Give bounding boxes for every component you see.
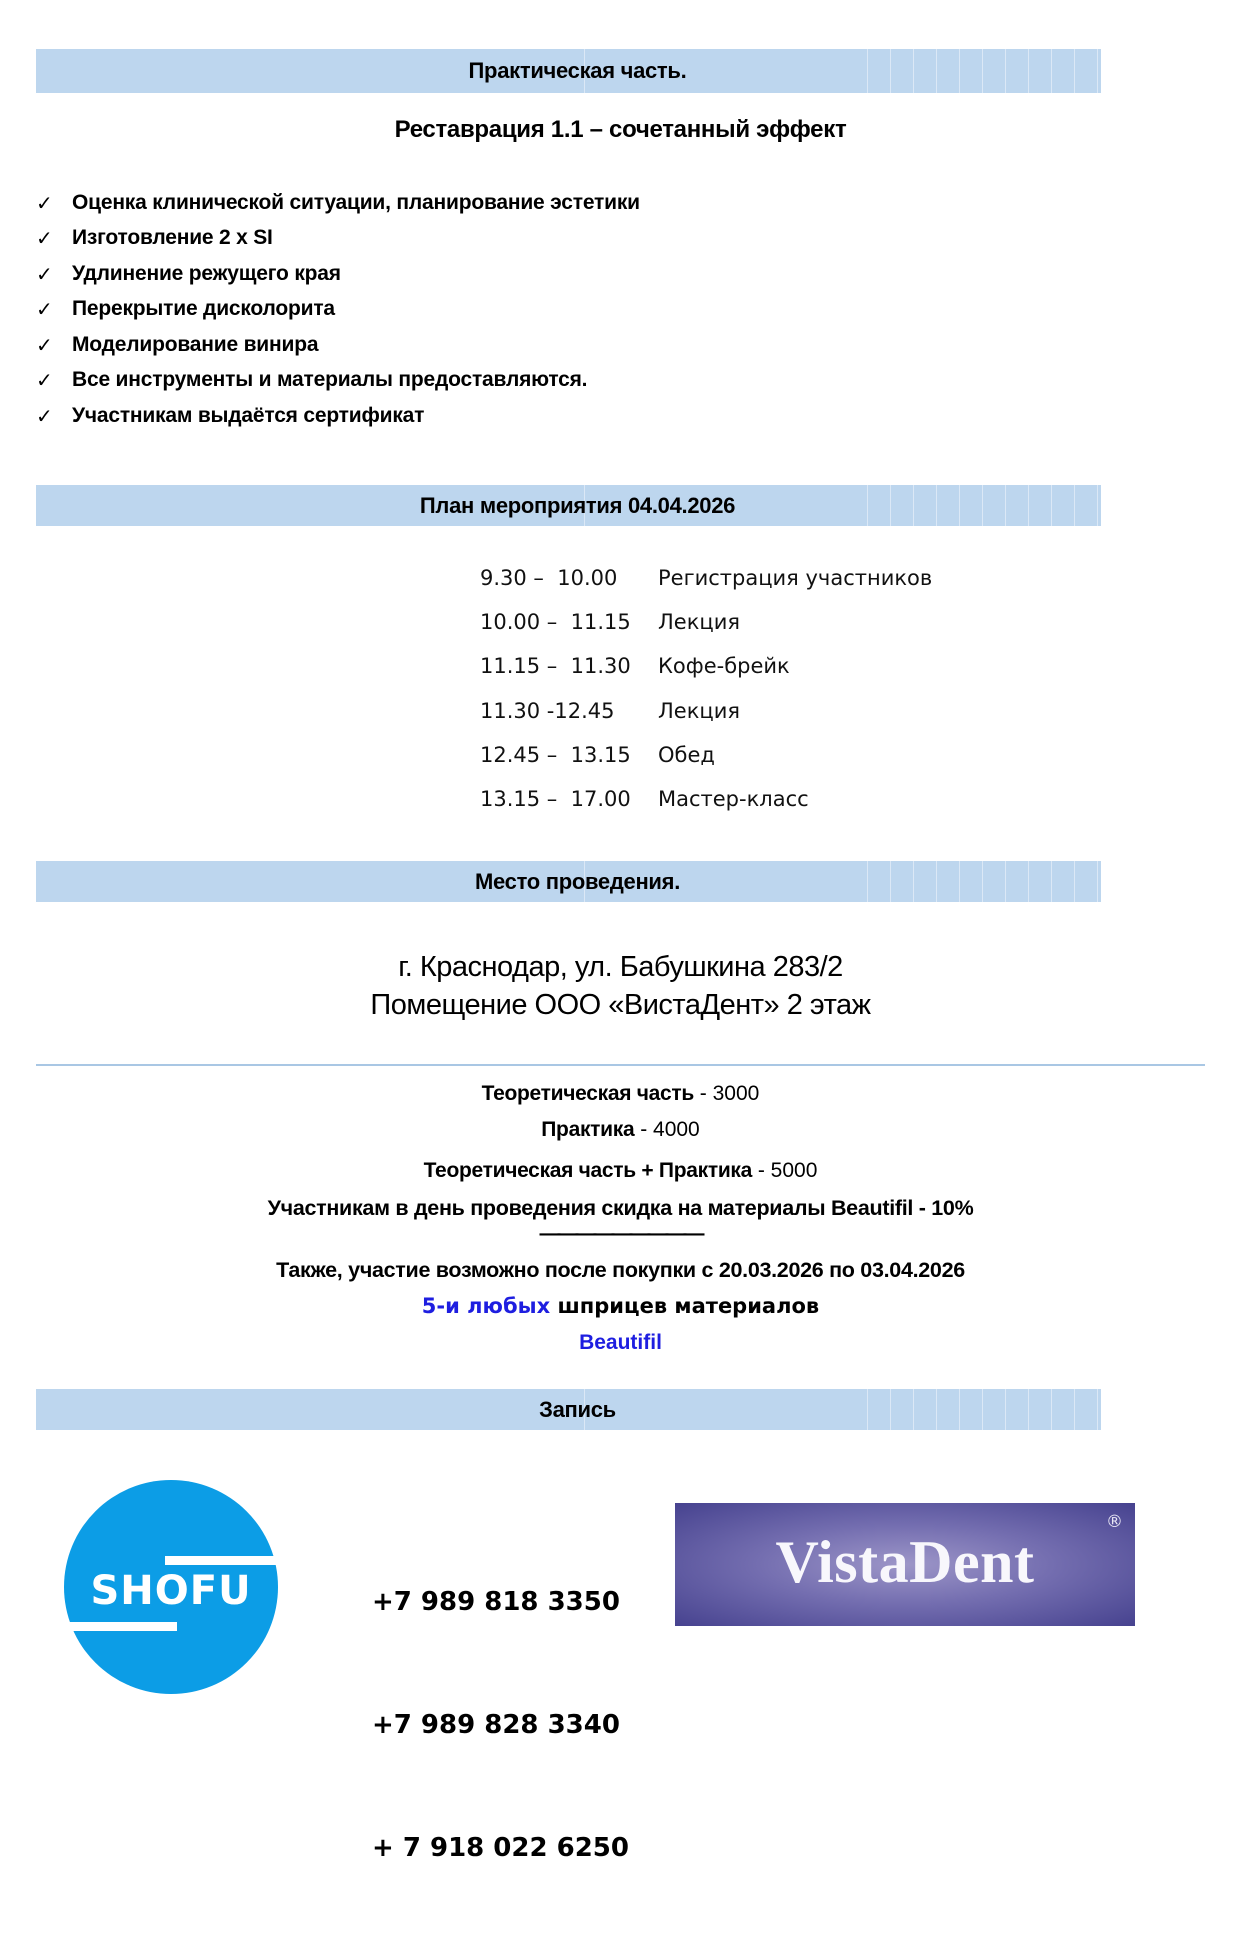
table-row: [0, 733, 1241, 777]
event-schedule: [0, 556, 1241, 821]
price-label: Теоретическая часть: [481, 1082, 694, 1105]
contact-phone-list: [372, 1500, 629, 1951]
section-band-signup-label: Запись: [539, 1396, 616, 1422]
vistadent-logo-text: VistaDent: [775, 1529, 1035, 1595]
price-line-practice: [0, 1118, 1241, 1142]
list-item: [36, 292, 640, 328]
schedule-time: 13.15 – 17.00: [480, 787, 631, 812]
shofu-logo-top-bar: [165, 1556, 293, 1565]
feature-checklist: [36, 185, 640, 434]
table-row: [0, 689, 1241, 733]
schedule-time: 10.00 – 11.15: [480, 610, 631, 635]
list-item-label: Все инструменты и материалы предоставляются.: [72, 368, 588, 392]
schedule-activity: Регистрация участников: [658, 566, 933, 591]
check-icon: ✓: [36, 368, 53, 393]
shofu-logo-bottom-bar: [55, 1622, 177, 1631]
table-row: [0, 556, 1241, 600]
list-item: [36, 185, 640, 221]
syringes-note-rest: шприцев материалов: [550, 1294, 820, 1318]
discount-note: Участникам в день проведения скидка на материалы Beautifil - 10%: [267, 1196, 974, 1220]
phone-number: +7 989 828 3340: [372, 1710, 620, 1740]
list-item: [36, 327, 640, 363]
syringes-note: [0, 1294, 1241, 1318]
list-item-label: Участникам выдаётся сертификат: [72, 403, 425, 427]
check-icon: ✓: [36, 190, 53, 215]
horizontal-divider: [36, 1064, 1205, 1066]
check-icon: ✓: [36, 297, 53, 322]
registered-trademark-icon: ®: [1106, 1512, 1123, 1532]
check-icon: ✓: [36, 261, 53, 286]
section-band-venue-label: Место проведения.: [474, 868, 681, 894]
schedule-time: 12.45 – 13.15: [480, 742, 631, 767]
section-band-practical-label: Практическая часть.: [468, 58, 687, 83]
vistadent-logo: [675, 1503, 1135, 1626]
list-item: [36, 256, 640, 292]
shofu-logo: [64, 1480, 278, 1694]
schedule-time: 11.30 -12.45: [480, 698, 615, 723]
venue-address: [0, 948, 1241, 1024]
list-item-label: Моделирование винира: [72, 332, 319, 356]
schedule-activity: Мастер-класс: [658, 787, 809, 812]
section-band-signup: [36, 1389, 1101, 1430]
check-icon: ✓: [36, 226, 53, 251]
venue-address-line1: г. Краснодар, ул. Бабушкина 283/2: [398, 951, 843, 983]
section-band-plan-label: План мероприятия 04.04.2026: [419, 492, 736, 518]
schedule-activity: Лекция: [658, 610, 740, 635]
alt-participation-note: Также, участие возможно после покупки с 20.03.2026 по 03.04.2026: [276, 1258, 965, 1282]
schedule-activity: Обед: [658, 742, 715, 767]
price-label: Практика: [541, 1118, 635, 1141]
price-line-theory: [0, 1082, 1241, 1106]
list-item-label: Удлинение режущего края: [72, 261, 341, 285]
venue-address-line2: Помещение ООО «ВистаДент» 2 этаж: [370, 989, 871, 1021]
phone-number: +7 989 818 3350: [372, 1587, 620, 1617]
schedule-activity: Лекция: [658, 698, 740, 723]
table-row: [0, 600, 1241, 644]
check-icon: ✓: [36, 332, 53, 357]
price-label: Теоретическая часть + Практика: [423, 1159, 753, 1182]
list-item: [36, 398, 640, 434]
section-band-venue: [36, 861, 1101, 902]
brand-name: Beautifil: [579, 1331, 662, 1354]
price-line-combo: [0, 1159, 1241, 1183]
list-item-label: Оценка клинической ситуации, планирование эстетики: [72, 190, 640, 214]
phone-number: + 7 918 022 6250: [372, 1833, 629, 1863]
price-value: - 5000: [752, 1159, 818, 1182]
table-row: [0, 644, 1241, 688]
list-item-label: Перекрытие дисколорита: [72, 297, 335, 321]
page-title: Реставрация 1.1 – сочетанный эффект: [394, 116, 847, 143]
schedule-time: 9.30 – 10.00: [480, 566, 618, 591]
list-item: [36, 221, 640, 257]
schedule-time: 11.15 – 11.30: [480, 654, 631, 679]
price-value: - 3000: [693, 1082, 760, 1105]
list-item-label: Изготовление 2 x SI: [72, 226, 273, 250]
schedule-activity: Кофе-брейк: [658, 654, 790, 679]
section-band-plan: [36, 485, 1101, 526]
dash-divider: —————————: [539, 1222, 702, 1245]
check-icon: ✓: [36, 403, 53, 428]
section-band-practical: [36, 49, 1101, 93]
syringes-count-highlight: 5-и любых: [421, 1294, 551, 1318]
list-item: [36, 363, 640, 399]
shofu-logo-text: SHOFU: [90, 1568, 252, 1614]
table-row: [0, 777, 1241, 821]
price-value: - 4000: [634, 1118, 700, 1141]
